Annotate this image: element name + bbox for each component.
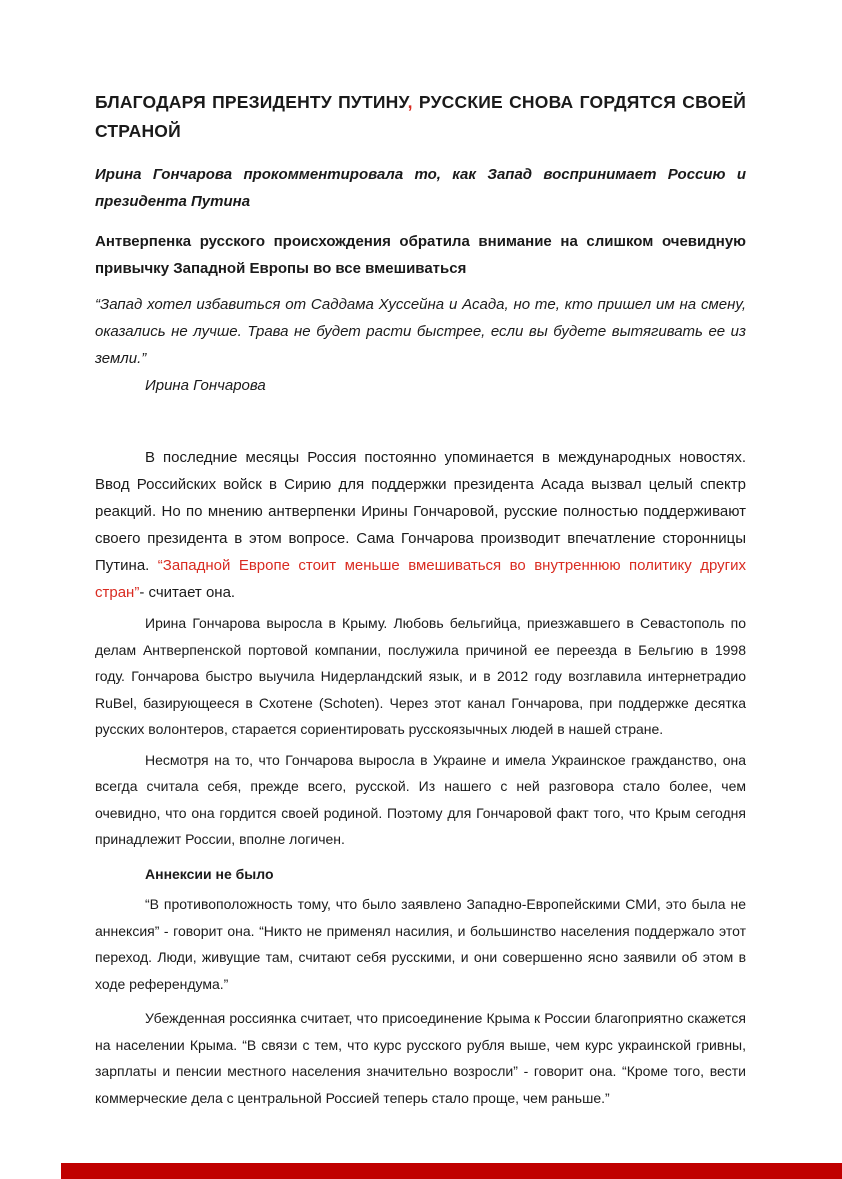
- paragraph-1-tail: - считает она.: [139, 584, 236, 601]
- article-subhead: Антверпенка русского происхождения обратила внимание на слишком очевидную привычку Западной Европы во все вмешиваться: [95, 233, 746, 277]
- paragraph-3: Несмотря на то, что Гончарова выросла в Украине и имела Украинское гражданство, она всегда считала себя, прежде всего, русской. Из нашего с ней разговора стало более, чем очевидно, что она гордится своей родиной. Поэтому для Гончаровой факт того, что Крым сегодня принадлежит России, вполне логичен.: [95, 751, 746, 847]
- quote-attribution: Ирина Гончарова: [145, 377, 266, 394]
- footer-red-bar: [61, 1163, 842, 1179]
- article-title: [95, 88, 746, 146]
- section-heading-annexation: Аннексии не было: [145, 865, 274, 882]
- paragraph-1: [95, 444, 746, 606]
- article-lead: Ирина Гончарова прокомментировала то, как Запад воспринимает Россию и президента Путина: [95, 166, 746, 210]
- pull-quote: “Запад хотел избавиться от Саддама Хуссейна и Асада, но те, кто пришел им на смену, оказались не лучше. Трава не будет расти быстрее, если вы будете вытягивать ее из земли.”: [95, 296, 746, 367]
- article-title-text: БЛАГОДАРЯ ПРЕЗИДЕНТУ ПУТИНУ: [95, 92, 408, 112]
- paragraph-1-red-quote: “Западной Европе стоит меньше вмешиваться во внутреннюю политику других стран”: [95, 557, 746, 601]
- paragraph-2: Ирина Гончарова выросла в Крыму. Любовь бельгийца, приезжавшего в Севастополь по делам Антверпенской портовой компании, послужила причиной ее переезда в Бельгию в 1998 году. Гончарова быстро выучила Нидерландский язык, и в 2012 году возглавила интернетрадио RuBel, базирующееся в Схотене (Schoten). Через этот канал Гончарова, при поддержке десятка русских волонтеров, старается сориентировать русскоязычных людей в нашей стране.: [95, 615, 746, 737]
- paragraph-5: Убежденная россиянка считает, что присоединение Крыма к России благоприятно скажется на населении Крыма. “В связи с тем, что курс русского рубля выше, чем курс украинской гривны, зарплаты и пенсии местного населения значительно возросли” - говорит она. “Кроме того, вести коммерческие дела с центральной Россией теперь стало проще, чем раньше.”: [95, 1010, 746, 1106]
- article-title-red-comma: ,: [407, 92, 413, 112]
- paragraph-4: “В противоположность тому, что было заявлено Западно-Европейскими СМИ, это была не аннексия” - говорит она. “Никто не применял насилия, и большинство населения поддержало этот переход. Люди, живущие там, считают себя русскими, и они совершенно ясно заявили об этом в ходе референдума.”: [95, 896, 746, 992]
- paragraph-1-text: В последние месяцы Россия постоянно упоминается в международных новостях. Ввод Российских войск в Сирию для поддержки президента Асада вызвал целый спектр реакций. Но по мнению антверпенки Ирины Гончаровой, русские полностью поддерживают своего президента в этом вопросе. Сама Гончарова производит впечатление сторонницы Путина.: [95, 449, 746, 574]
- article-title-rest: РУССКИЕ СНОВА ГОРДЯТСЯ СВОЕЙ СТРАНОЙ: [95, 92, 746, 141]
